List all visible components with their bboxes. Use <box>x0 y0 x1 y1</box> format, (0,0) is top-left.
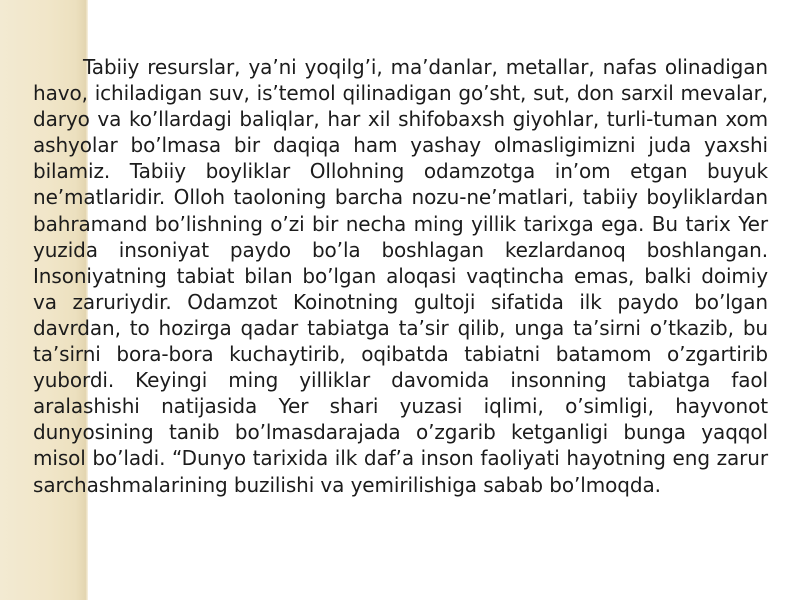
body-paragraph: Tabiiy resurslar, ya’ni yoqilg’i, ma’danlar, metallar, nafas olinadigan havo, ichiladigan suv, is’temol qilinadigan go’sht, sut, don sarxil mevalar, daryo va ko’llardagi baliqlar, har xil shifobaxsh giyohlar, turli-tuman xom ashyolar bo’lmasa bir daqiqa ham yashay olmasligimizni juda yaxshi bilamiz. Tabiiy boyliklar Ollohning odamzotga in’om etgan buyuk ne’matlaridir. Olloh taoloning barcha nozu-ne’matlari, tabiiy boyliklardan bahramand bo’lishning o’zi bir necha ming yillik tarixga ega. Bu tarix Yer yuzida insoniyat paydo bo’la boshlagan kezlardanoq boshlangan. Insoniyatning tabiat bilan bo’lgan aloqasi vaqtincha emas, balki doimiy va zaruriydir. Odamzot Koinotning gultoji sifatida ilk paydo bo’lgan davrdan, to hozirga qadar tabiatga ta’sir qilib, unga ta’sirni o’tkazib, bu ta’sirni bora-bora kuchaytirib, oqibatda tabiatni batamom o’zgartirib yubordi. Keyingi ming yilliklar davomida insonning tabiatga faol aralashishi natijasida Yer shari yuzasi iqlimi, o’simligi, hayvonot dunyosining tanib bo’lmasdarajada o’zgarib ketganligi bunga yaqqol misol bo’ladi. “Dunyo tarixida ilk daf’a inson faoliyati hayotning eng zarur sarchashmalarining buzilishi va yemirilishiga sabab bo’lmoqda. <box>33 55 768 497</box>
